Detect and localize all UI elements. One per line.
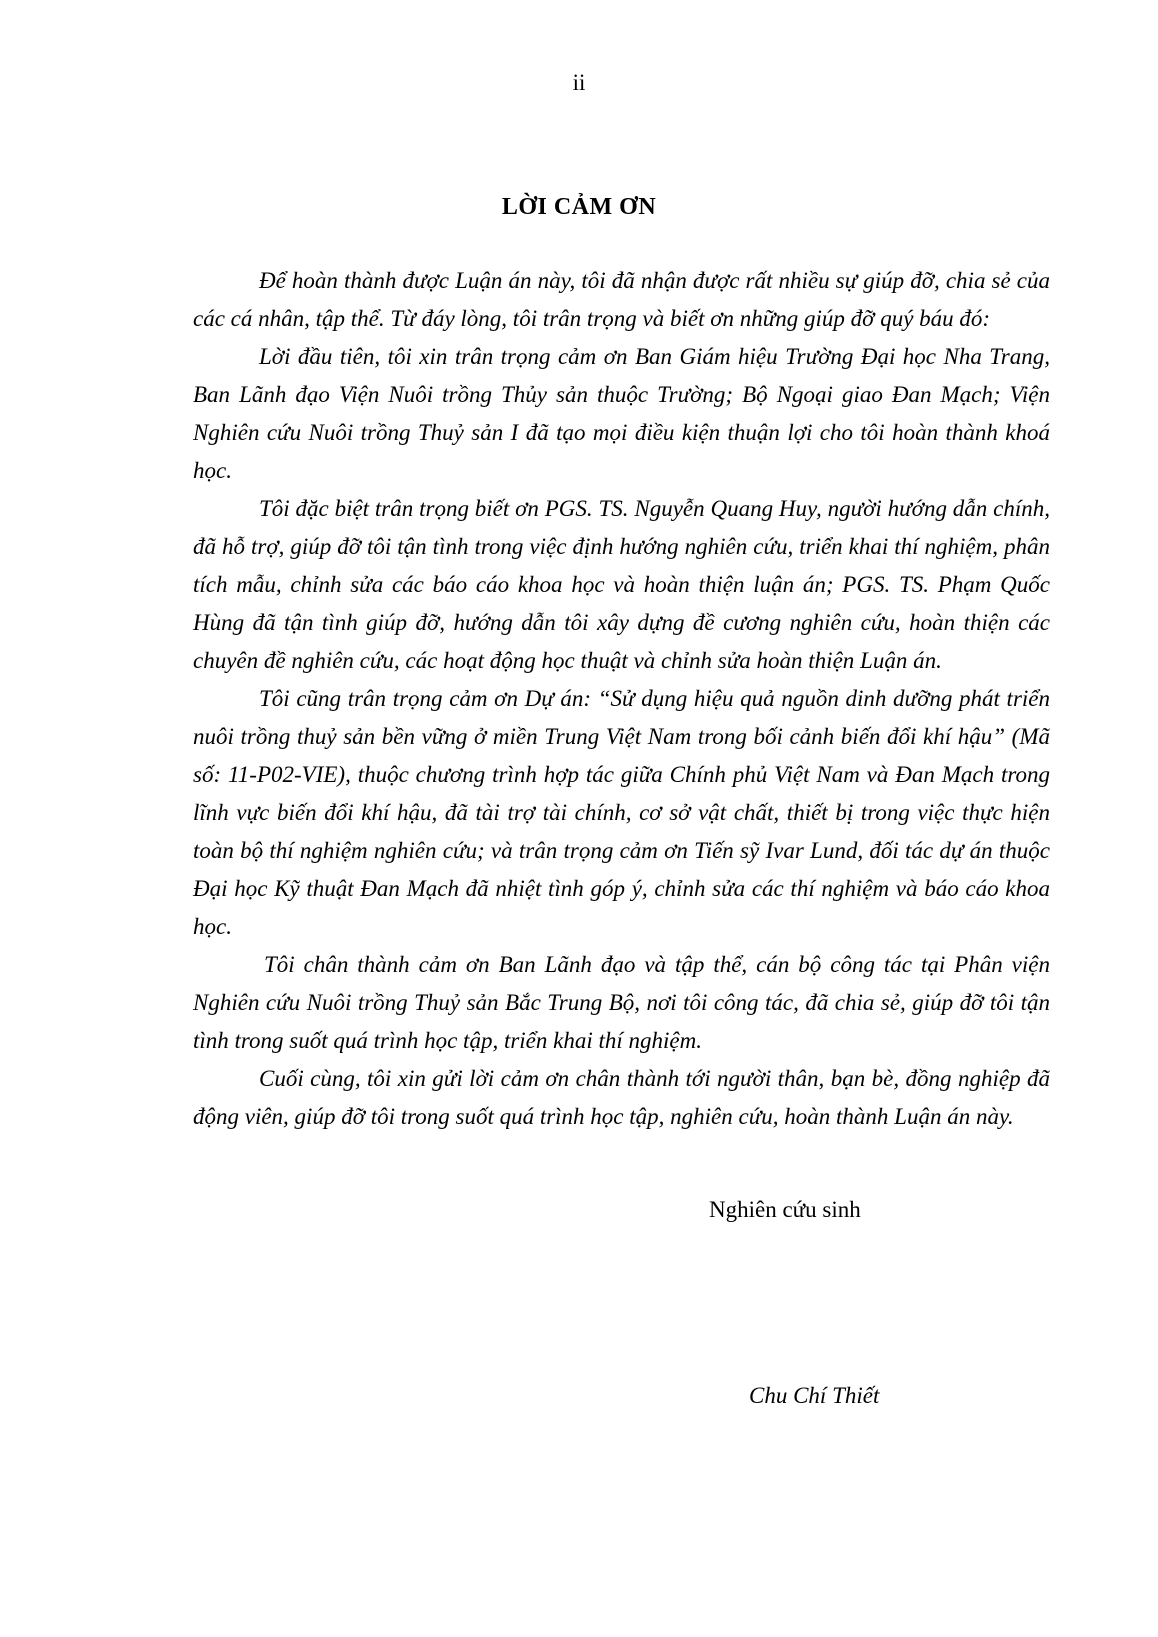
paragraph-institute: Tôi chân thành cảm ơn Ban Lãnh đạo và tập thể, cán bộ công tác tại Phân viện Nghiên cứu Nuôi trồng Thuỷ sản Bắc Trung Bộ, nơi tôi công tác, đã chia sẻ, giúp đỡ tôi tận tình trong suốt quá trình học tập, triển khai thí nghiệm.	[193, 952, 1050, 1053]
signature-role: Nghiên cứu sinh	[709, 1197, 861, 1222]
page-number: ii	[572, 70, 586, 95]
paragraph-project: Tôi cũng trân trọng cảm ơn Dự án: “Sử dụng hiệu quả nguồn dinh dưỡng phát triển nuôi trồng thuỷ sản bền vững ở miền Trung Việt Nam trong bối cảnh biến đổi khí hậu” (Mã số: 11-P02-VIE), thuộc chương trình hợp tác giữa Chính phủ Việt Nam và Đan Mạch trong lĩnh vực biến đổi khí hậu, đã tài trợ tài chính, cơ sở vật chất, thiết bị trong việc thực hiện toàn bộ thí nghiệm nghiên cứu; và trân trọng cảm ơn Tiến sỹ Ivar Lund, đối tác dự án thuộc Đại học Kỹ thuật Đan Mạch đã nhiệt tình góp ý, chỉnh sửa các thí nghiệm và báo cáo khoa học.	[193, 686, 1050, 939]
signature-name: Chu Chí Thiết	[749, 1383, 880, 1408]
paragraph-university: Lời đầu tiên, tôi xin trân trọng cảm ơn Ban Giám hiệu Trường Đại học Nha Trang, Ban Lãnh đạo Viện Nuôi trồng Thủy sản thuộc Trường; Bộ Ngoại giao Đan Mạch; Viện Nghiên cứu Nuôi trồng Thuỷ sản I đã tạo mọi điều kiện thuận lợi cho tôi hoàn thành khoá học.	[193, 344, 1050, 483]
paragraph-intro: Để hoàn thành được Luận án này, tôi đã nhận được rất nhiều sự giúp đỡ, chia sẻ của các cá nhân, tập thể. Từ đáy lòng, tôi trân trọng và biết ơn những giúp đỡ quý báu đó:	[193, 268, 1050, 331]
acknowledgement-body	[193, 262, 1050, 1136]
paragraph-supervisors: Tôi đặc biệt trân trọng biết ơn PGS. TS. Nguyễn Quang Huy, người hướng dẫn chính, đã hỗ trợ, giúp đỡ tôi tận tình trong việc định hướng nghiên cứu, triển khai thí nghiệm, phân tích mẫu, chỉnh sửa các báo cáo khoa học và hoàn thiện luận án; PGS. TS. Phạm Quốc Hùng đã tận tình giúp đỡ, hướng dẫn tôi xây dựng đề cương nghiên cứu, hoàn thiện các chuyên đề nghiên cứu, các hoạt động học thuật và chỉnh sửa hoàn thiện Luận án.	[193, 496, 1050, 673]
page-title: LỜI CẢM ƠN	[501, 194, 657, 220]
paragraph-family: Cuối cùng, tôi xin gửi lời cảm ơn chân thành tới người thân, bạn bè, đồng nghiệp đã động viên, giúp đỡ tôi trong suốt quá trình học tập, nghiên cứu, hoàn thành Luận án này.	[193, 1066, 1050, 1129]
